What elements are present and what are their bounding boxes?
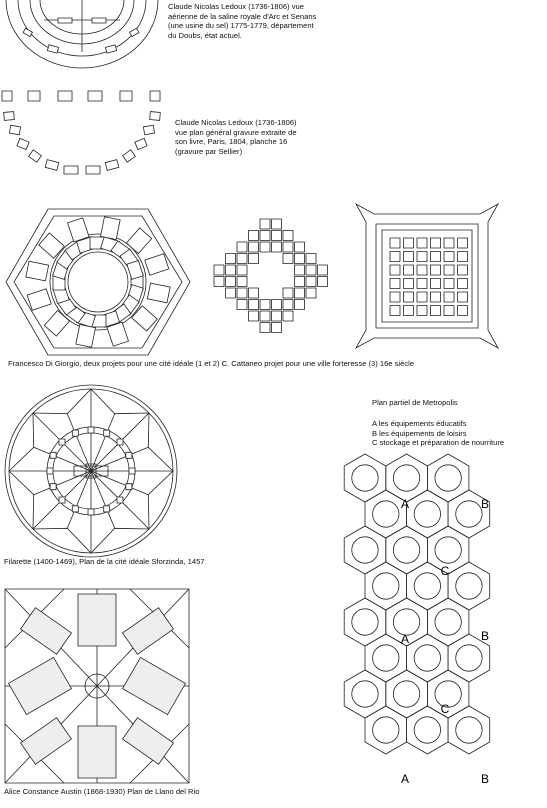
- hex-label-a: A: [400, 632, 410, 646]
- metropolis-title: Plan partiel de Metropolis: [372, 398, 458, 407]
- hex-label-c: C: [440, 702, 450, 716]
- hex-label-b: B: [480, 629, 490, 643]
- cattaneo-fortress-plan: [352, 202, 502, 352]
- caption-giorgio: Francesco Di Giorgio, deux projets pour une cité idéale (1 et 2) C. Cattaneo projet pour une ville forteresse (3) 16e siècle: [8, 359, 415, 368]
- caption-ledoux-aerial: Claude Nicolas Ledoux (1736-1806) vue aérienne de la saline royale d'Arc et Senans (une usine du sel) 1775-1779, département du Doubs, état actuel.: [168, 2, 317, 40]
- hex-label-a: A: [400, 497, 410, 511]
- ledoux-saline-aerial: [0, 0, 160, 72]
- hex-label-a: A: [400, 772, 410, 786]
- metropolis-legend: A les équipements éducatifs B les équipements de loisirs C stockage et préparation de nourriture: [372, 419, 505, 448]
- metropolis-hex-plan: [345, 458, 545, 798]
- austin-llano-del-rio-plan: [4, 588, 190, 784]
- hex-label-b: B: [480, 772, 490, 786]
- hex-label-c: C: [440, 564, 450, 578]
- caption-filarete: Filarette (1400-1469), Plan de la cité idéale Sforzinda, 1457: [4, 557, 205, 566]
- di-giorgio-cross-plan: [210, 215, 340, 345]
- di-giorgio-hexagon-plan: [4, 207, 192, 357]
- hex-label-b: B: [480, 497, 490, 511]
- caption-austin: Alice Constance Austin (1868-1930) Plan de Llano del Rio: [4, 787, 200, 796]
- caption-ledoux-plan: Claude Nicolas Ledoux (1736-1806) vue plan général gravure extraite de son livre, Paris, 1804, planche 16 (gravure par Sellier): [175, 118, 297, 156]
- filarete-sforzinda-plan: [4, 384, 178, 558]
- ledoux-plan-gravure: [0, 88, 170, 178]
